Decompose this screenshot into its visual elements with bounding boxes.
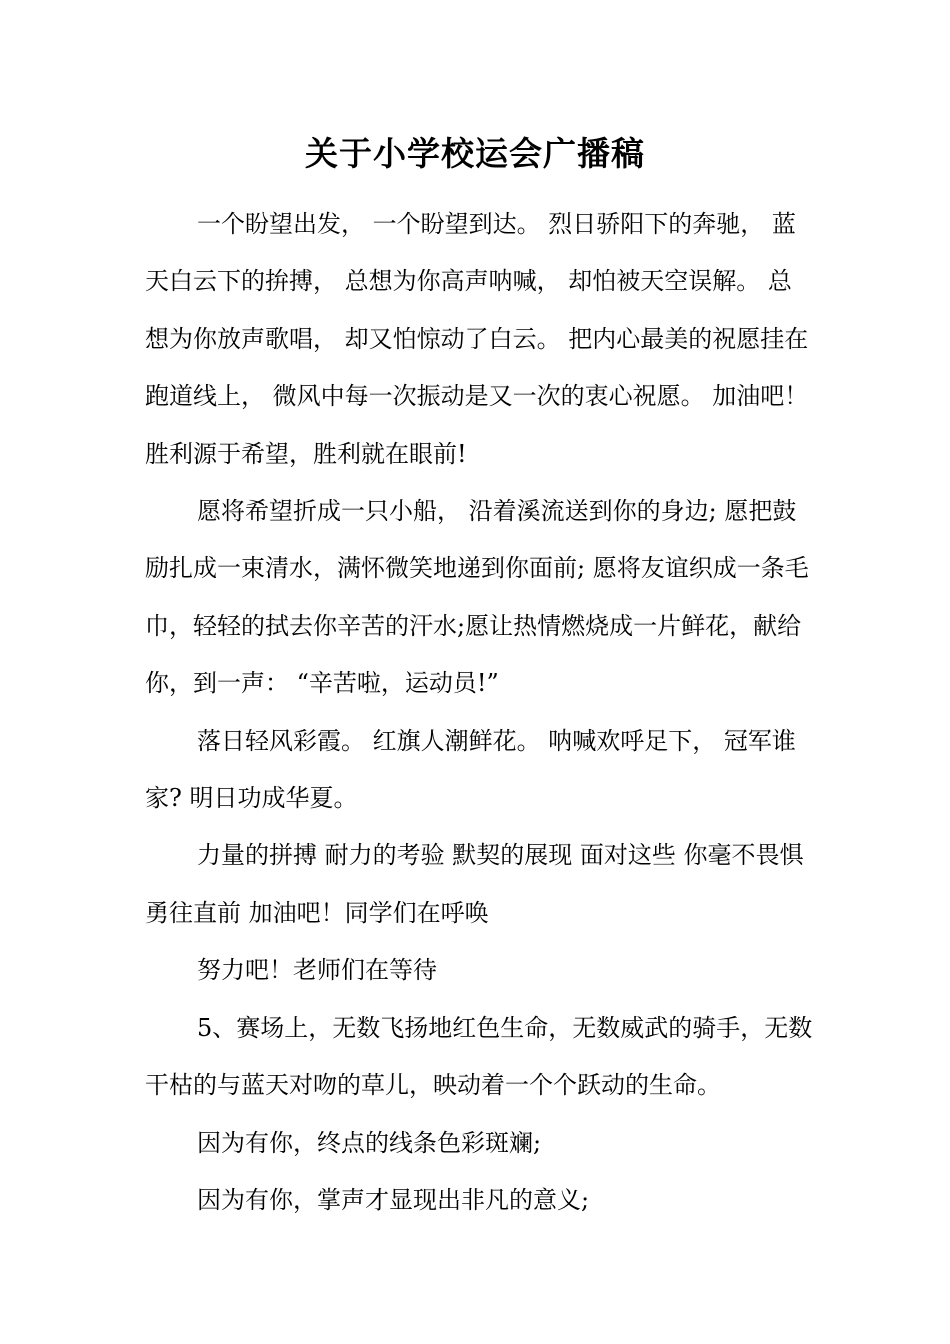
paragraph-3: 落日轻风彩霞。 红旗人潮鲜花。 呐喊欢呼足下， 冠军谁家? 明日功成华夏。 bbox=[145, 726, 796, 813]
paragraph-5: 努力吧！老师们在等待 bbox=[197, 956, 437, 985]
document-body bbox=[145, 196, 815, 1229]
paragraph-4: 力量的拼搏 耐力的考验 默契的展现 面对这些 你毫不畏惧 勇往直前 加油吧！同学们在呼唤 bbox=[145, 841, 804, 927]
paragraph-6: 5、赛场上，无数飞扬地红色生命，无数威武的骑手，无数干枯的与蓝天对吻的草儿，映动着一个个跃动的生命。 bbox=[145, 1013, 813, 1100]
paragraph-2: 愿将希望折成一只小船， 沿着溪流送到你的身边; 愿把鼓励扎成一束清水，满怀微笑地递到你面前; 愿将友谊织成一条毛巾，轻轻的拭去你辛苦的汗水;愿让热情燃烧成一片鲜花，献给你，到一声： “辛苦啦，运动员!” bbox=[145, 497, 809, 698]
document-title: 关于小学校运会广播稿 bbox=[305, 134, 645, 173]
paragraph-1: 一个盼望出发， 一个盼望到达。 烈日骄阳下的奔驰， 蓝天白云下的拚搏， 总想为你高声呐喊， 却怕被天空误解。 总想为你放声歌唱， 却又怕惊动了白云。 把内心最美的祝愿挂在跑道线上， 微风中每一次振动是又一次的衷心祝愿。 加油吧！胜利源于希望，胜利就在眼前! bbox=[145, 210, 809, 468]
paragraph-7: 因为有你，终点的线条色彩斑斓; bbox=[197, 1128, 542, 1157]
paragraph-8: 因为有你，掌声才显现出非凡的意义; bbox=[197, 1185, 590, 1214]
